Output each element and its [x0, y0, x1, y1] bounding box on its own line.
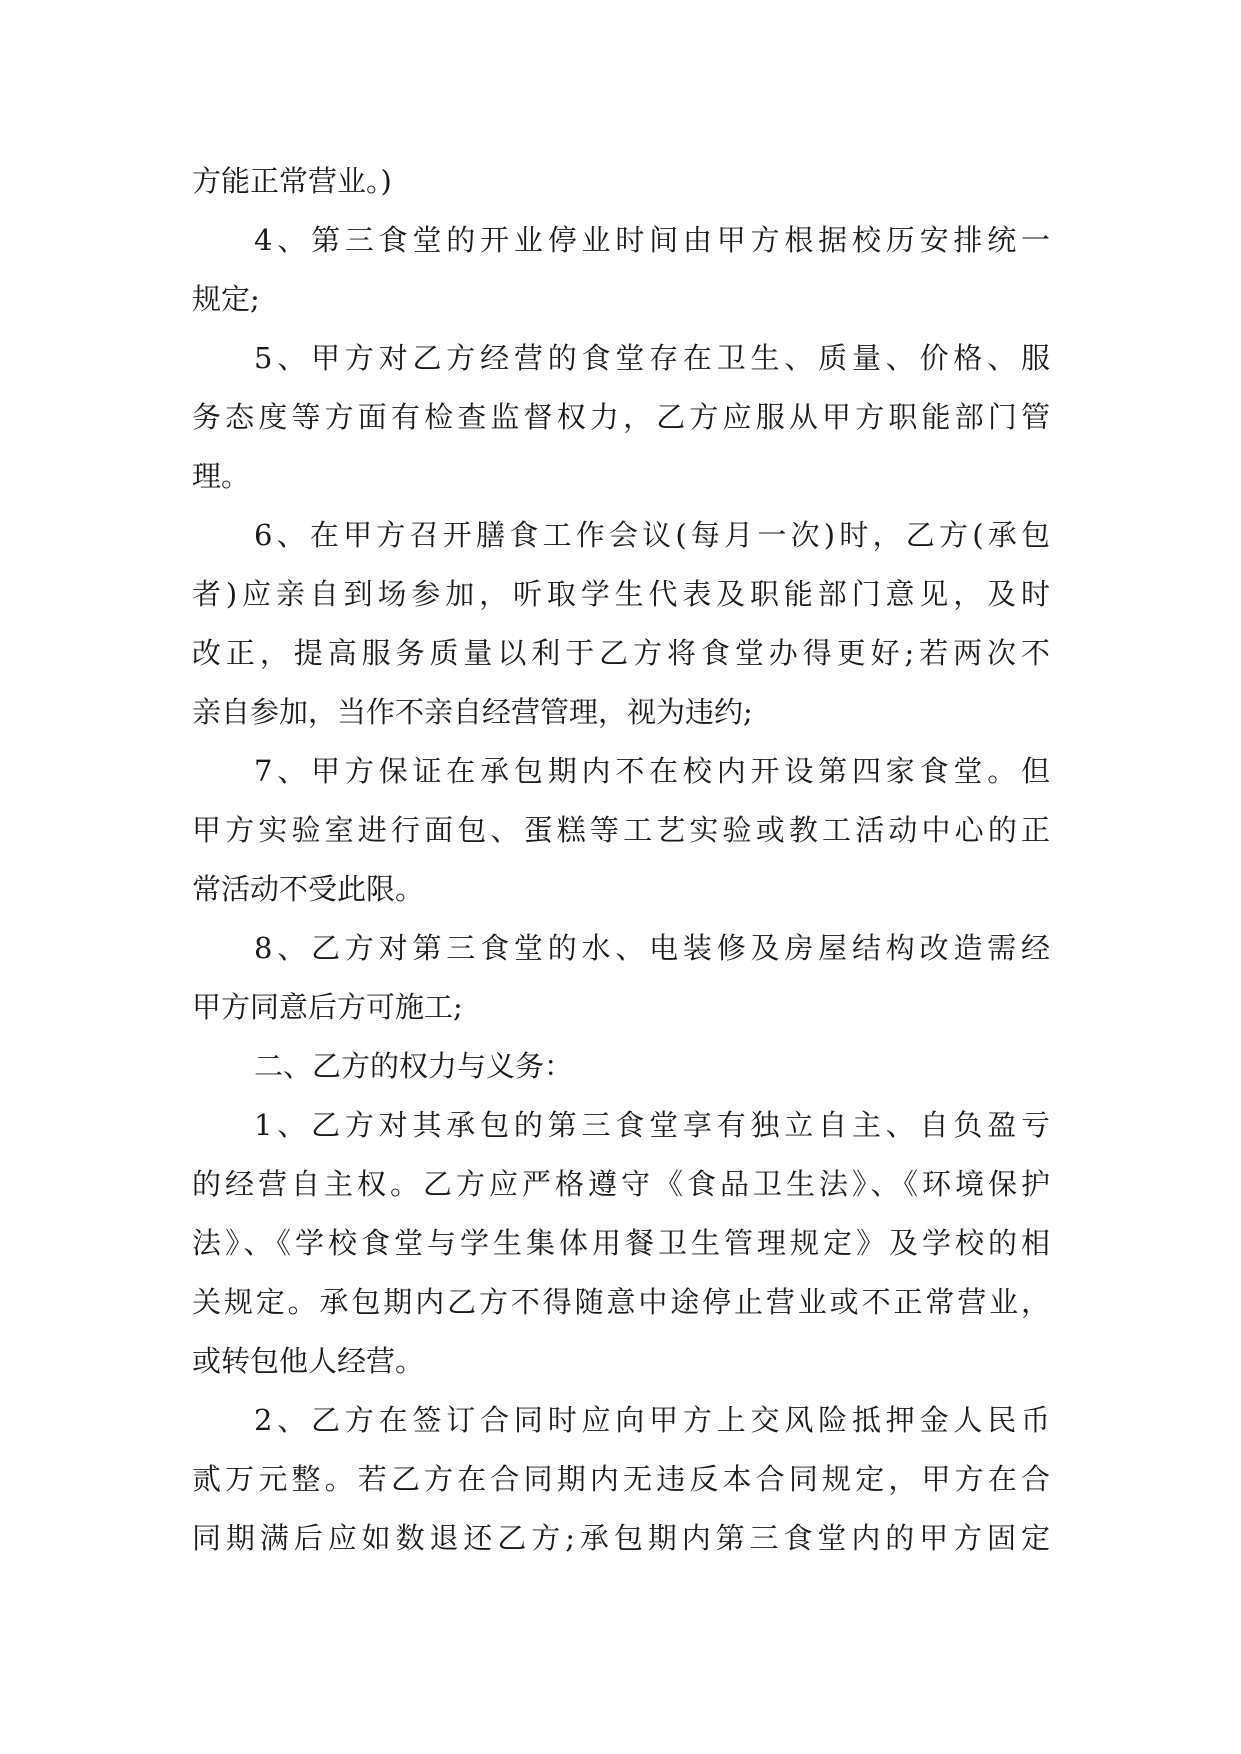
text-line: 改正，提高服务质量以利于乙方将食堂办得更好;若两次不	[192, 636, 1050, 670]
text-line: 甲方实验室进行面包、蛋糕等工艺实验或教工活动中心的正	[192, 813, 1050, 847]
text-line: 关规定。承包期内乙方不得随意中途停止营业或不正常营业，	[192, 1285, 1050, 1319]
text-line: 甲方同意后方可施工;	[192, 990, 463, 1024]
text-line: 亲自参加，当作不亲自经营管理，视为违约;	[192, 695, 753, 729]
text-line: 5、甲方对乙方经营的食堂存在卫生、质量、价格、服	[254, 341, 1050, 375]
text-line: 贰万元整。若乙方在合同期内无违反本合同规定，甲方在合	[192, 1462, 1050, 1496]
text-line: 规定;	[192, 282, 260, 316]
text-line: 常活动不受此限。	[192, 872, 425, 906]
text-line: 8、乙方对第三食堂的水、电装修及房屋结构改造需经	[254, 931, 1050, 965]
text-line: 同期满后应如数退还乙方;承包期内第三食堂内的甲方固定	[192, 1521, 1050, 1555]
text-line: 方能正常营业。)	[192, 164, 392, 198]
document-page	[192, 152, 1050, 1568]
section-heading: 二、乙方的权力与义务：	[254, 1049, 574, 1083]
text-line: 或转包他人经营。	[192, 1344, 425, 1378]
text-line: 理。	[192, 459, 251, 493]
text-line: 7、甲方保证在承包期内不在校内开设第四家食堂。但	[254, 754, 1050, 788]
text-line: 6、在甲方召开膳食工作会议(每月一次)时，乙方(承包	[254, 518, 1050, 552]
text-line: 者)应亲自到场参加，听取学生代表及职能部门意见，及时	[192, 577, 1050, 611]
text-line: 务态度等方面有检查监督权力，乙方应服从甲方职能部门管	[192, 400, 1050, 434]
text-line: 2、乙方在签订合同时应向甲方上交风险抵押金人民币	[254, 1403, 1050, 1437]
text-line: 4、第三食堂的开业停业时间由甲方根据校历安排统一	[254, 223, 1050, 257]
text-line: 的经营自主权。乙方应严格遵守《食品卫生法》、《环境保护	[192, 1167, 1050, 1201]
text-line: 法》、《学校食堂与学生集体用餐卫生管理规定》及学校的相	[192, 1226, 1050, 1260]
text-line: 1、乙方对其承包的第三食堂享有独立自主、自负盈亏	[254, 1108, 1050, 1142]
